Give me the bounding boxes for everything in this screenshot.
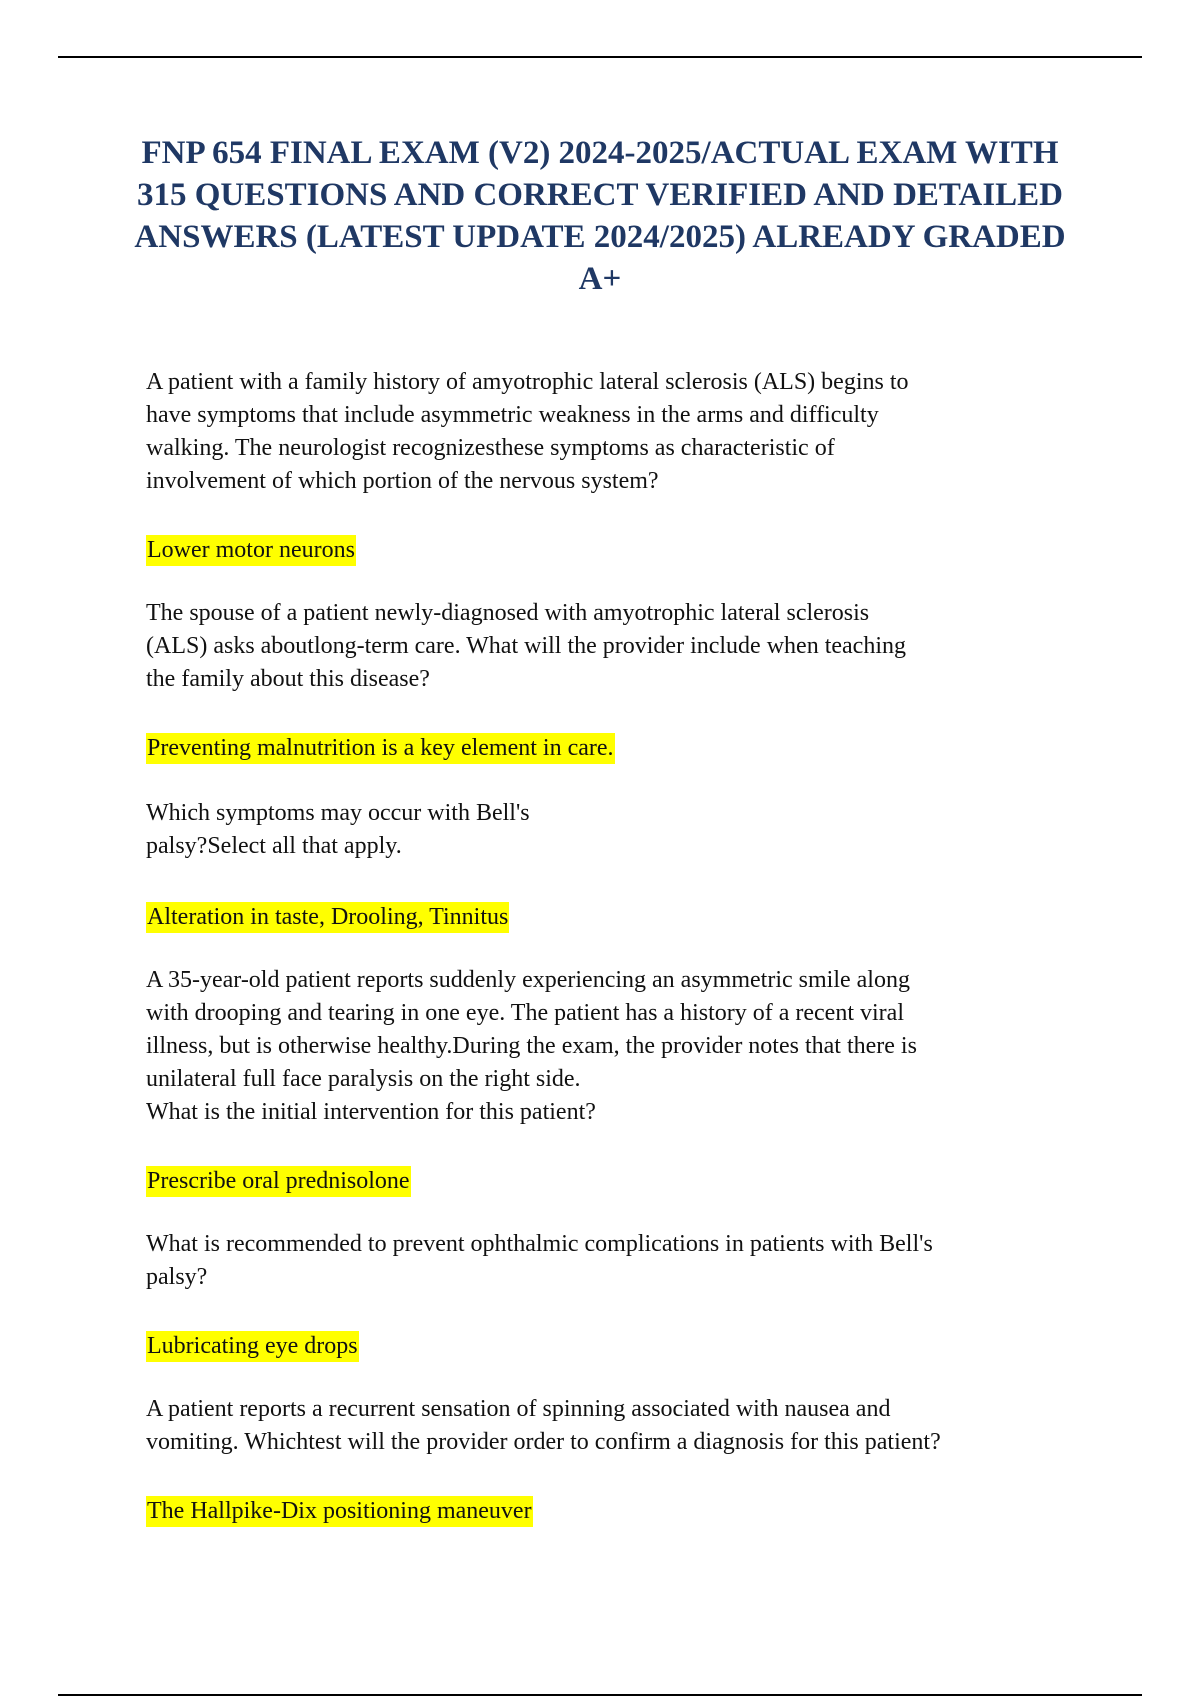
answer-line [146,901,1096,934]
qa-item [146,964,1096,1198]
answer-line [146,732,1096,765]
answer-highlight: Preventing malnutrition is a key element in care. [146,733,615,764]
question-text: A patient reports a recurrent sensation of spinning associated with nausea and vomiting. Whichtest will the provider order to confirm a diagnosis for this patient? [146,1396,941,1455]
question-text: Which symptoms may occur with Bell's palsy?Select all that apply. [146,800,530,859]
answer-highlight: The Hallpike-Dix positioning maneuver [146,1496,533,1527]
bottom-rule [58,1694,1142,1696]
qa-item [146,797,1096,934]
answer-highlight: Lower motor neurons [146,535,356,566]
answer-line [146,534,1096,567]
qa-item [146,366,1096,567]
answer-line [146,1330,1096,1363]
document-title: FNP 654 FINAL EXAM (V2) 2024-2025/ACTUAL EXAM WITH 315 QUESTIONS AND CORRECT VERIFIED AND DETAILED ANSWERS (LATEST UPDATE 2024/2025) ALREADY GRADED A+ [134,135,1066,297]
top-rule [58,56,1142,58]
qa-list [146,366,1096,1528]
answer-highlight: Lubricating eye drops [146,1331,359,1362]
qa-item [146,1228,1096,1363]
question-text: A patient with a family history of amyotrophic lateral sclerosis (ALS) begins to have symptoms that include asymmetric weakness in the arms and difficulty walking. The neurologist recognizesthese symptoms as characteristic of involvement of which portion of the nervous system? [146,369,909,494]
qa-item [146,1393,1096,1528]
answer-highlight: Alteration in taste, Drooling, Tinnitus [146,902,509,933]
answer-line [146,1495,1096,1528]
answer-highlight: Prescribe oral prednisolone [146,1166,411,1197]
answer-line [146,1165,1096,1198]
qa-item [146,597,1096,765]
question-text: A 35-year-old patient reports suddenly experiencing an asymmetric smile along with drooping and tearing in one eye. The patient has a history of a recent viral illness, but is otherwise healthy.During the exam, the provider notes that there is unilateral full face paralysis on the right side. What is the initial intervention for this patient? [146,967,917,1125]
question-text: The spouse of a patient newly-diagnosed with amyotrophic lateral sclerosis (ALS) asks aboutlong-term care. What will the provider include when teaching the family about this disease? [146,600,906,692]
question-text: What is recommended to prevent ophthalmic complications in patients with Bell's palsy? [146,1231,933,1290]
